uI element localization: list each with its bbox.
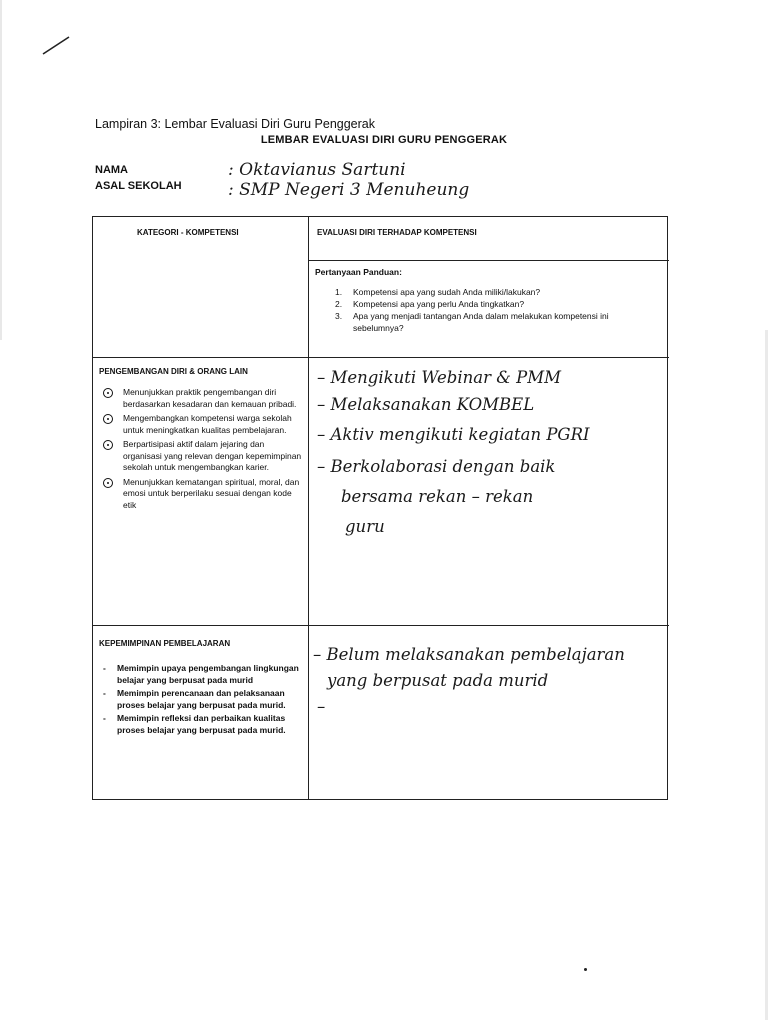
handwritten-answer: – Belum melaksanakan pembelajaran xyxy=(313,645,625,664)
column-header-evaluation: EVALUASI DIRI TERHADAP KOMPETENSI xyxy=(317,228,477,237)
list-item: Mengembangkan kompetensi warga sekolah untuk meningkatkan kualitas pembelajaran. xyxy=(99,413,304,436)
scan-edge-left xyxy=(0,0,2,340)
handwritten-answer: guru xyxy=(345,517,385,536)
evaluation-table xyxy=(92,216,668,800)
list-item: - Memimpin upaya pengembangan lingkungan belajar yang berpusat pada murid xyxy=(103,663,299,685)
handwritten-answer: – Aktiv mengikuti kegiatan PGRI xyxy=(317,425,590,444)
section-title-learning-leadership: KEPEMIMPINAN PEMBELAJARAN xyxy=(99,639,231,648)
circle-bullet-icon xyxy=(103,478,113,488)
document-title: LEMBAR EVALUASI DIRI GURU PENGGERAK xyxy=(260,134,508,146)
list-item: Menunjukkan kematangan spiritual, moral, dan emosi untuk berperilaku sesuai dengan kode etik xyxy=(99,477,304,512)
school-value: : SMP Negeri 3 Menuheung xyxy=(228,180,470,200)
handwritten-answer: – Mengikuti Webinar & PMM xyxy=(317,368,562,387)
scan-speck xyxy=(584,968,587,971)
handwritten-answer: yang berpusat pada murid xyxy=(327,671,549,690)
list-item: Menunjukkan praktik pengembangan diri berdasarkan kesadaran dan kemauan pribadi. xyxy=(99,387,304,410)
document-subtitle: Lampiran 3: Lembar Evaluasi Diri Guru Penggerak xyxy=(95,117,375,131)
guide-question: 1. Kompetensi apa yang sudah Anda miliki/lakukan? xyxy=(335,287,541,297)
guide-questions xyxy=(315,267,660,334)
row-divider-1 xyxy=(93,357,669,358)
handwritten-answer: – Berkolaborasi dengan baik xyxy=(317,457,556,476)
handwritten-answer: – Melaksanakan KOMBEL xyxy=(317,395,535,414)
section-title-self-development: PENGEMBANGAN DIRI & ORANG LAIN xyxy=(99,367,248,376)
list-item: - Memimpin refleksi dan perbaikan kualitas proses belajar yang berpusat pada murid. xyxy=(103,713,286,735)
column-divider xyxy=(308,217,309,799)
header-divider xyxy=(308,260,669,261)
row-divider-2 xyxy=(93,625,669,626)
guide-question-list xyxy=(315,286,660,334)
circle-bullet-icon xyxy=(103,414,113,424)
list-item: - Memimpin perencanaan dan pelaksanaan proses belajar yang berpusat pada murid. xyxy=(103,688,286,710)
name-value: : Oktavianus Sartuni xyxy=(228,160,406,180)
competency-list-learning-leadership xyxy=(99,663,304,738)
pen-stroke-mark xyxy=(40,30,74,60)
name-label: NAMA xyxy=(95,164,128,176)
guide-title: Pertanyaan Panduan: xyxy=(315,267,402,277)
list-item: Berpartisipasi aktif dalam jejaring dan organisasi yang relevan dengan kepemimpinan sekolah untuk mengembangkan karier. xyxy=(99,439,304,474)
handwritten-answer: – xyxy=(317,697,326,716)
guide-question: 3. Apa yang menjadi tantangan Anda dalam melakukan kompetensi ini sebelumnya? xyxy=(335,311,609,333)
handwritten-answer: bersama rekan – rekan xyxy=(341,487,534,506)
guide-question: 2. Kompetensi apa yang perlu Anda tingkatkan? xyxy=(335,299,525,309)
column-header-category: KATEGORI - KOMPETENSI xyxy=(137,228,239,237)
competency-list-self-development xyxy=(99,387,304,514)
school-label: ASAL SEKOLAH xyxy=(95,180,182,192)
circle-bullet-icon xyxy=(103,440,113,450)
circle-bullet-icon xyxy=(103,388,113,398)
